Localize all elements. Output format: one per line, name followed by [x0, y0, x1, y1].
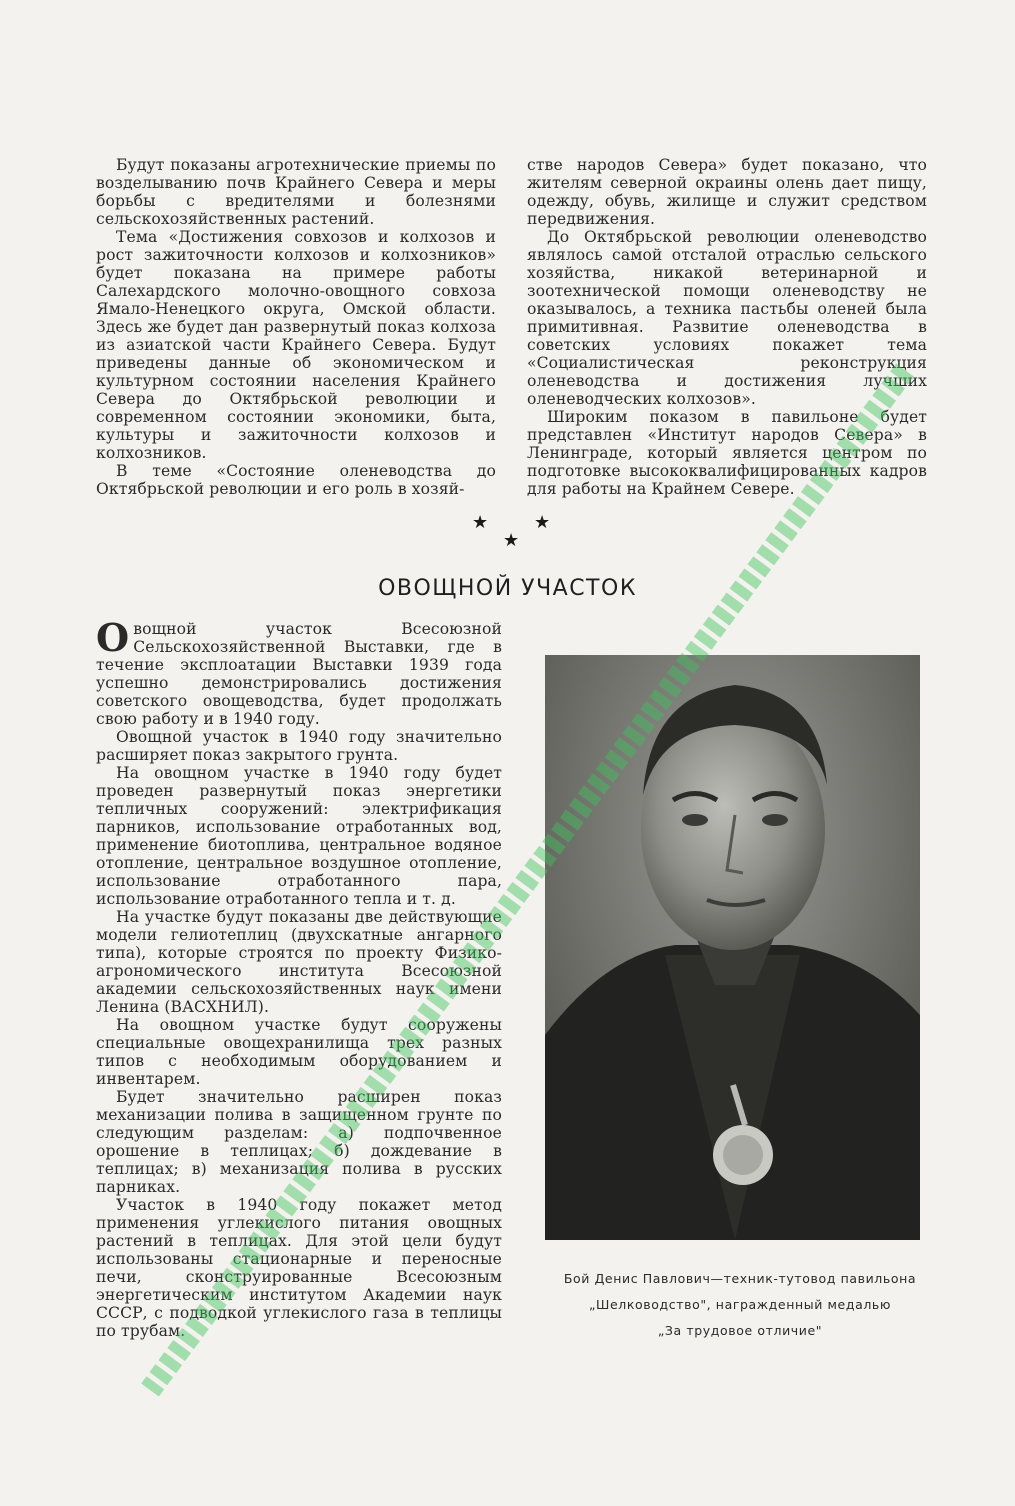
- star-icon: ★: [534, 512, 551, 533]
- paragraph: На овощном участке будут сооружены специальные овощехранилища трех разных типов с необходимым оборудованием и инвентарем.: [96, 1016, 502, 1088]
- paragraph: Овощной участок в 1940 году значительно расширяет показ закрытого грунта.: [96, 728, 502, 764]
- paragraph: Широким показом в павильоне будет представлен «Институт народов Севера» в Ленинграде, который является центром по подготовке высококвалифицированных кадров для работы на Крайнем Севере.: [527, 408, 927, 498]
- paragraph: Будут показаны агротехнические приемы по возделыванию почв Крайнего Севера и меры борьбы с вредителями и болезнями сельскохозяйственных растений.: [96, 156, 496, 228]
- first-paragraph: [96, 615, 502, 728]
- caption-line: „За трудовое отличие": [657, 1323, 823, 1338]
- paragraph: Тема «Достижения совхозов и колхозов и рост зажиточности колхозов и колхозников» будет показана на примере работы Салехардского молочно-овощного совхоза Ямало-Ненецкого округа, Омской области. Здесь же будет дан развернутый показ колхоза из азиатской части Крайнего Севера. Будут приведены данные об экономическом и культурном состоянии населения Крайнего Севера до Октябрьской революции и современном состоянии экономики, быта, культуры и зажиточности колхозов и колхозников.: [96, 228, 496, 462]
- paragraph: До Октябрьской революции оленеводство являлось самой отсталой отраслью сельского хозяйства, никакой ветеринарной и зоотехнической помощи оленеводству не оказывалось, а техника пастьбы оленей была примитивная. Развитие оленеводства в советских условиях покажет тема «Социалистическая реконструкция оленеводства и достижения лучших оленеводческих колхозов».: [527, 228, 927, 408]
- caption-line: Бой Денис Павлович—техник-тутовод павильона: [563, 1271, 917, 1286]
- paragraph: На участке будут показаны две действующие модели гелиотеплиц (двухскатные ангарного типа), которые строятся по проекту Физико-агрономического института Всесоюзной академии сельскохозяйственных наук имени Ленина (ВАСХНИЛ).: [96, 908, 502, 1016]
- photo-caption: [530, 1266, 950, 1344]
- first-paragraph-text: вощной участок Всесоюзной Сельскохозяйственной Выставки, где в течение эксплоатации Выставки 1939 года успешно демонстрировались достижения советского овощеводства, будет продолжать свою работу и в 1940 году.: [96, 620, 502, 728]
- paragraph: Участок в 1940 году покажет метод применения углекислого питания овощных растений в теплицах. Для этой цели будут использованы стационарные и переносные печи, сконструированные Всесоюзным энергетическим институтом Академии наук СССР, с подводкой углекислого газа в теплицы по трубам.: [96, 1196, 502, 1340]
- portrait-illustration: [545, 655, 920, 1240]
- caption-line: „Шелководство", награжденный медалью: [588, 1297, 892, 1312]
- portrait-photo: [545, 655, 920, 1240]
- paragraph: В теме «Состояние оленеводства до Октябрьской революции и его роль в хозяй-: [96, 462, 496, 498]
- top-right-column: [527, 156, 927, 498]
- star-separator: [468, 512, 558, 552]
- paragraph: стве народов Севера» будет показано, что жителям северной окраины олень дает пищу, одежду, обувь, жилище и служит средством передвижения.: [527, 156, 927, 228]
- section-title: ОВОЩНОЙ УЧАСТОК: [378, 576, 637, 601]
- dropcap: О: [96, 615, 130, 660]
- paragraph: Будет значительно расширен показ механизации полива в защищенном грунте по следующим разделам: а) подпочвенное орошение в теплицах; б) дождевание в теплицах; в) механизация полива в русских парниках.: [96, 1088, 502, 1196]
- star-icon: ★: [503, 530, 520, 551]
- star-icon: ★: [472, 512, 489, 533]
- vegetable-section-column: [96, 615, 502, 1340]
- top-left-column: [96, 156, 496, 498]
- paragraph: На овощном участке в 1940 году будет проведен развернутый показ энергетики тепличных сооружений: электрификация парников, использование отработанных вод, применение биотоплива, центральное водяное отопление, центральное воздушное отопление, использование отработанного пара, использование отработанного тепла и т. д.: [96, 764, 502, 908]
